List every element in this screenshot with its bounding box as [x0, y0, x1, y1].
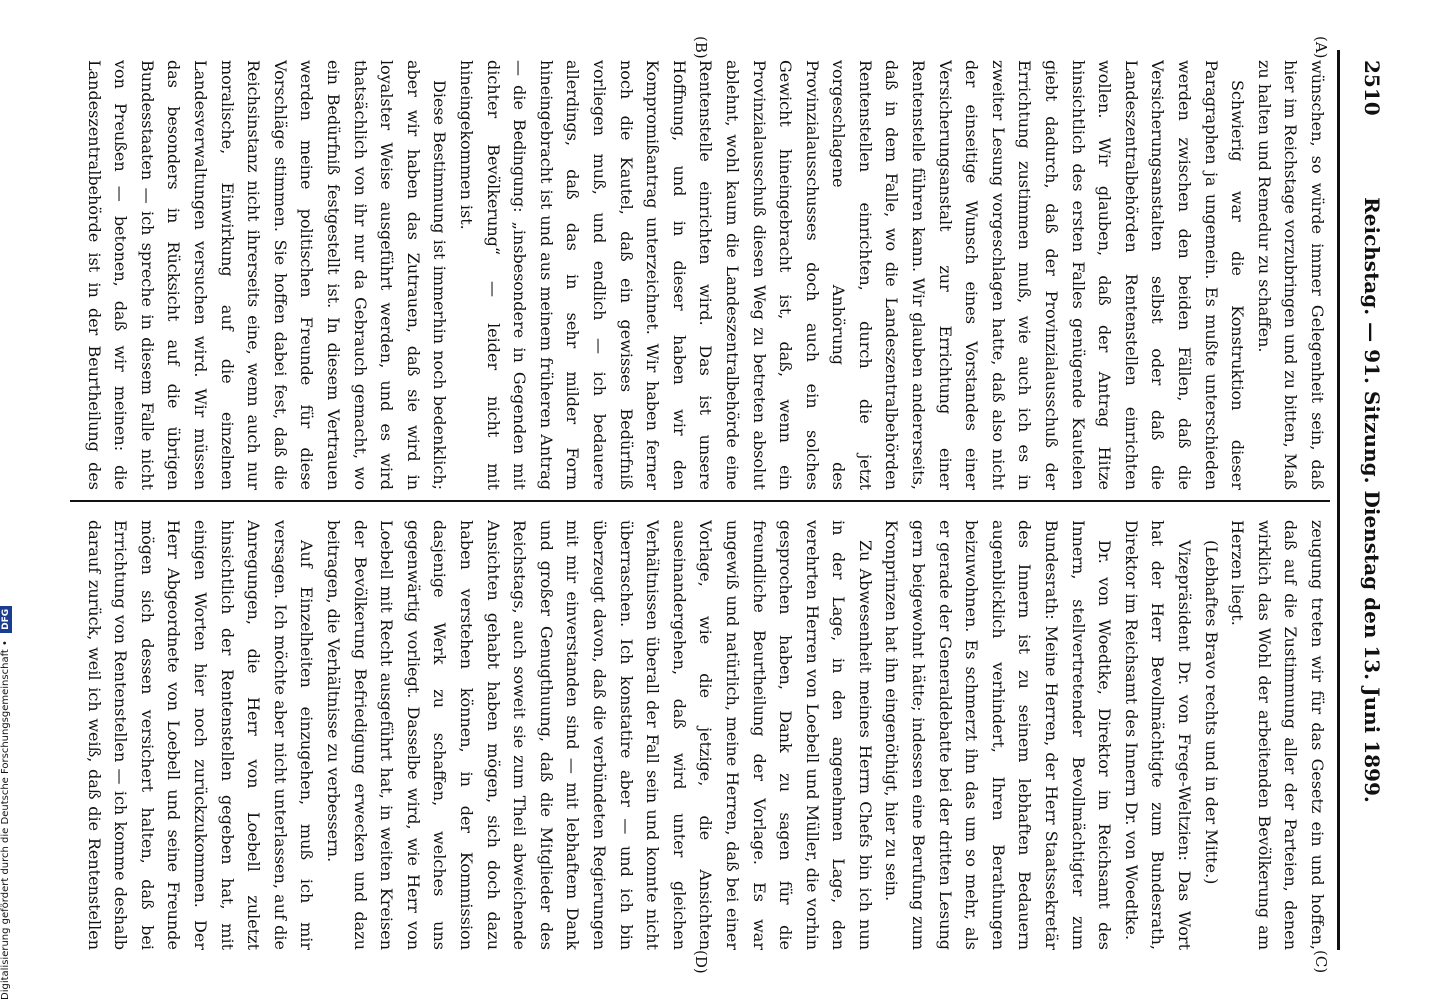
dfg-logo: DFG	[0, 606, 12, 633]
left-column	[80, 60, 1330, 490]
paragraph: Dr. von Woedtke, Direktor im Reichsamt des Innern, stellvertretender Bevollmächtigter zum Bundesrath: Meine Herren, der Herr Staatssekretär des Innern ist zu seinem lebhaften Bedauern augenblicklich verhindert, Ihren Berathungen beizuwohnen. Es schmerzt ihn das um so mehr, als er gerade der Generaldebatte bei der dritten Lesung gern beigewohnt hätte; indessen eine Berufung zum Kronprinzen hat ihn eingenöthigt, hier zu sein.	[882, 520, 1115, 950]
page-number: 2510	[1360, 60, 1384, 116]
paragraph: Zu Abwesenheit meines Herrn Chefs bin ich nun in der Lage, in den angenehmen Lage, den verehrten Herren von Loebell und Müller, die vorhin gesprochen haben, Dank zu sagen für die freundliche Beurtheilung der Vorlage. Es war ungewiß und natürlich, meine Herren, daß bei einer Vorlage, wie die jetzige, die Ansichten auseinandergehen, daß wird unter gleichen Verhältnissen überall der Fall sein und konnte nicht überraschen. Ich konstatire aber — und ich bin überzeugt davon, daß die verbündeten Regierungen mit mir einverstanden sind — mit lebhaftem Dank und großer Genugthuung, daß die Mitglieder des Reichstags, auch soweit sie zum Theil abweichende Ansichten gehabt haben mögen, sich doch dazu haben verstehen können, in der Kommission dasjenige Werk zu schaffen, welches uns gegenwärtig vorliegt. Dasselbe wird, wie Herr von Loebell mit Recht ausgeführt hat, in weiten Kreisen der Bevölkerung Befriedigung erwecken und dazu beitragen, die Verhältnisse zu verbessern.	[324, 520, 875, 950]
header-rule	[1337, 50, 1340, 950]
applause-note: (Lebhaftes Bravo rechts und in der Mitte.)	[1201, 540, 1221, 885]
right-column	[80, 520, 1330, 950]
credit-text: Digitalisierung gefördert durch die Deutsche Forschungsgemeinschaft •	[0, 640, 11, 1000]
paragraph: Diese Bestimmung ist immerhin noch bedenklich; aber wir haben das Zutrauen, daß sie wird in loyalster Weise ausgeführt werden, und es wird thatsächlich von ihr nur da Gebrauch gemacht, wo ein Bedürfniß festgestellt ist. In diesem Vertrauen werden meine politischen Freunde für diese Vorschläge stimmen. Sie hoffen dabei fest, daß die Reichsinstanz nicht ihrerseits eine, wenn auch nur moralische, Einwirkung auf die einzelnen Landesverwaltungen versuchen wird. Wir müssen das besonders in Rücksicht auf die übrigen Bundesstaaten — ich spreche in diesem Falle nicht von Preußen — betonen, daß wir meinen: die Landeszentralbehörde ist in der Beurtheilung des	[84, 60, 450, 490]
paragraph: Auf Einzelheiten einzugehen, muß ich mir versagen. Ich möchte aber nicht unterlassen, auf die Anregungen, die Herr von Loebell zuletzt hinsichtlich der Rentenstellen gegeben hat, mit einigen Worten hier noch zurückzukommen. Der Herr Abgeordnete von Loebell und seine Freunde mögen sich dessen versichert halten, daß bei Errichtung von Rentenstellen — ich komme deshalb darauf zurück, weil ich weiß, daß die Rentenstellen	[84, 520, 317, 950]
page-header	[1350, 60, 1390, 940]
margin-marker-c: (C)	[1312, 950, 1330, 974]
paragraph: Vizepräsident Dr. von Frege-Weltzien: Das Wort hat der Herr Bevollmächtigte zum Bundesrath, Direktor im Reichsamt des Innern Dr. von Woedtke.	[1121, 520, 1195, 950]
paragraph: wünschen, so würde immer Gelegenheit sein, daß hier im Reichstage vorzubringen und zu bitten, Maß zu halten und Remedur zu schaffen.	[1254, 60, 1327, 490]
paragraph: Schwierig war die Konstruktion dieser Paragraphen ja ungemein. Es mußte unterschieden werden zwischen den beiden Fällen, daß die Versicherungsanstalten selbst oder daß die Landeszentralbehörden Rentenstellen einrichten wollen. Wir glauben, daß der Antrag Hitze hinsichtlich des ersten Falles genügende Kautelen giebt dadurch, daß der Provinzialausschuß der Errichtung zustimmen muß, wie auch ich es in zweiter Lesung vorgeschlagen hatte, daß also nicht der einseitige Wunsch eines Vorstandes einer Versicherungsanstalt zur Errichtung einer Rentenstelle führen kann. Wir glauben andererseits, daß in dem Falle, wo die Landeszentralbehörden Rentenstellen einrichten, durch die jetzt vorgeschlagene Anhörung des Provinzialausschusses doch auch ein solches Gewicht hineingebracht ist, daß, wenn ein Provinzialausschuß diesen Weg zu betreten absolut ablehnt, wohl kaum die Landeszentralbehörde eine Rentenstelle einrichten wird. Das ist unsere Hoffnung, und in dieser haben wir den Kompromißantrag unterzeichnet. Wir haben ferner noch die Kautel, daß ein gewisses Bedürfniß vorliegen muß, und endlich — ich bedauere allerdings, daß das in sehr milder Form hineingebracht ist und aus meinem früheren Antrag — die Bedingung: „insbesondere in Gegenden mit dichter Bevölkerung“ — leider nicht mit hineingekommen ist.	[457, 60, 1248, 490]
margin-marker-d: (D)	[692, 950, 710, 974]
digitization-credit	[0, 0, 14, 1000]
page-title: Reichstag. — 91. Sitzung. Dienstag den 13. Juni 1899.	[1360, 197, 1384, 803]
scanned-page	[60, 30, 1400, 974]
paragraph: zeugung treten wir für das Gesetz ein und hoffen, daß auf die Zustimmung aller der Parteien, denen wirklich das Wohl der arbeitenden Bevölkerung am Herzen liegt.	[1228, 520, 1327, 950]
column-divider	[70, 500, 1330, 502]
margin-marker-a: (A)	[1312, 36, 1330, 59]
margin-marker-b: (B)	[692, 36, 710, 59]
